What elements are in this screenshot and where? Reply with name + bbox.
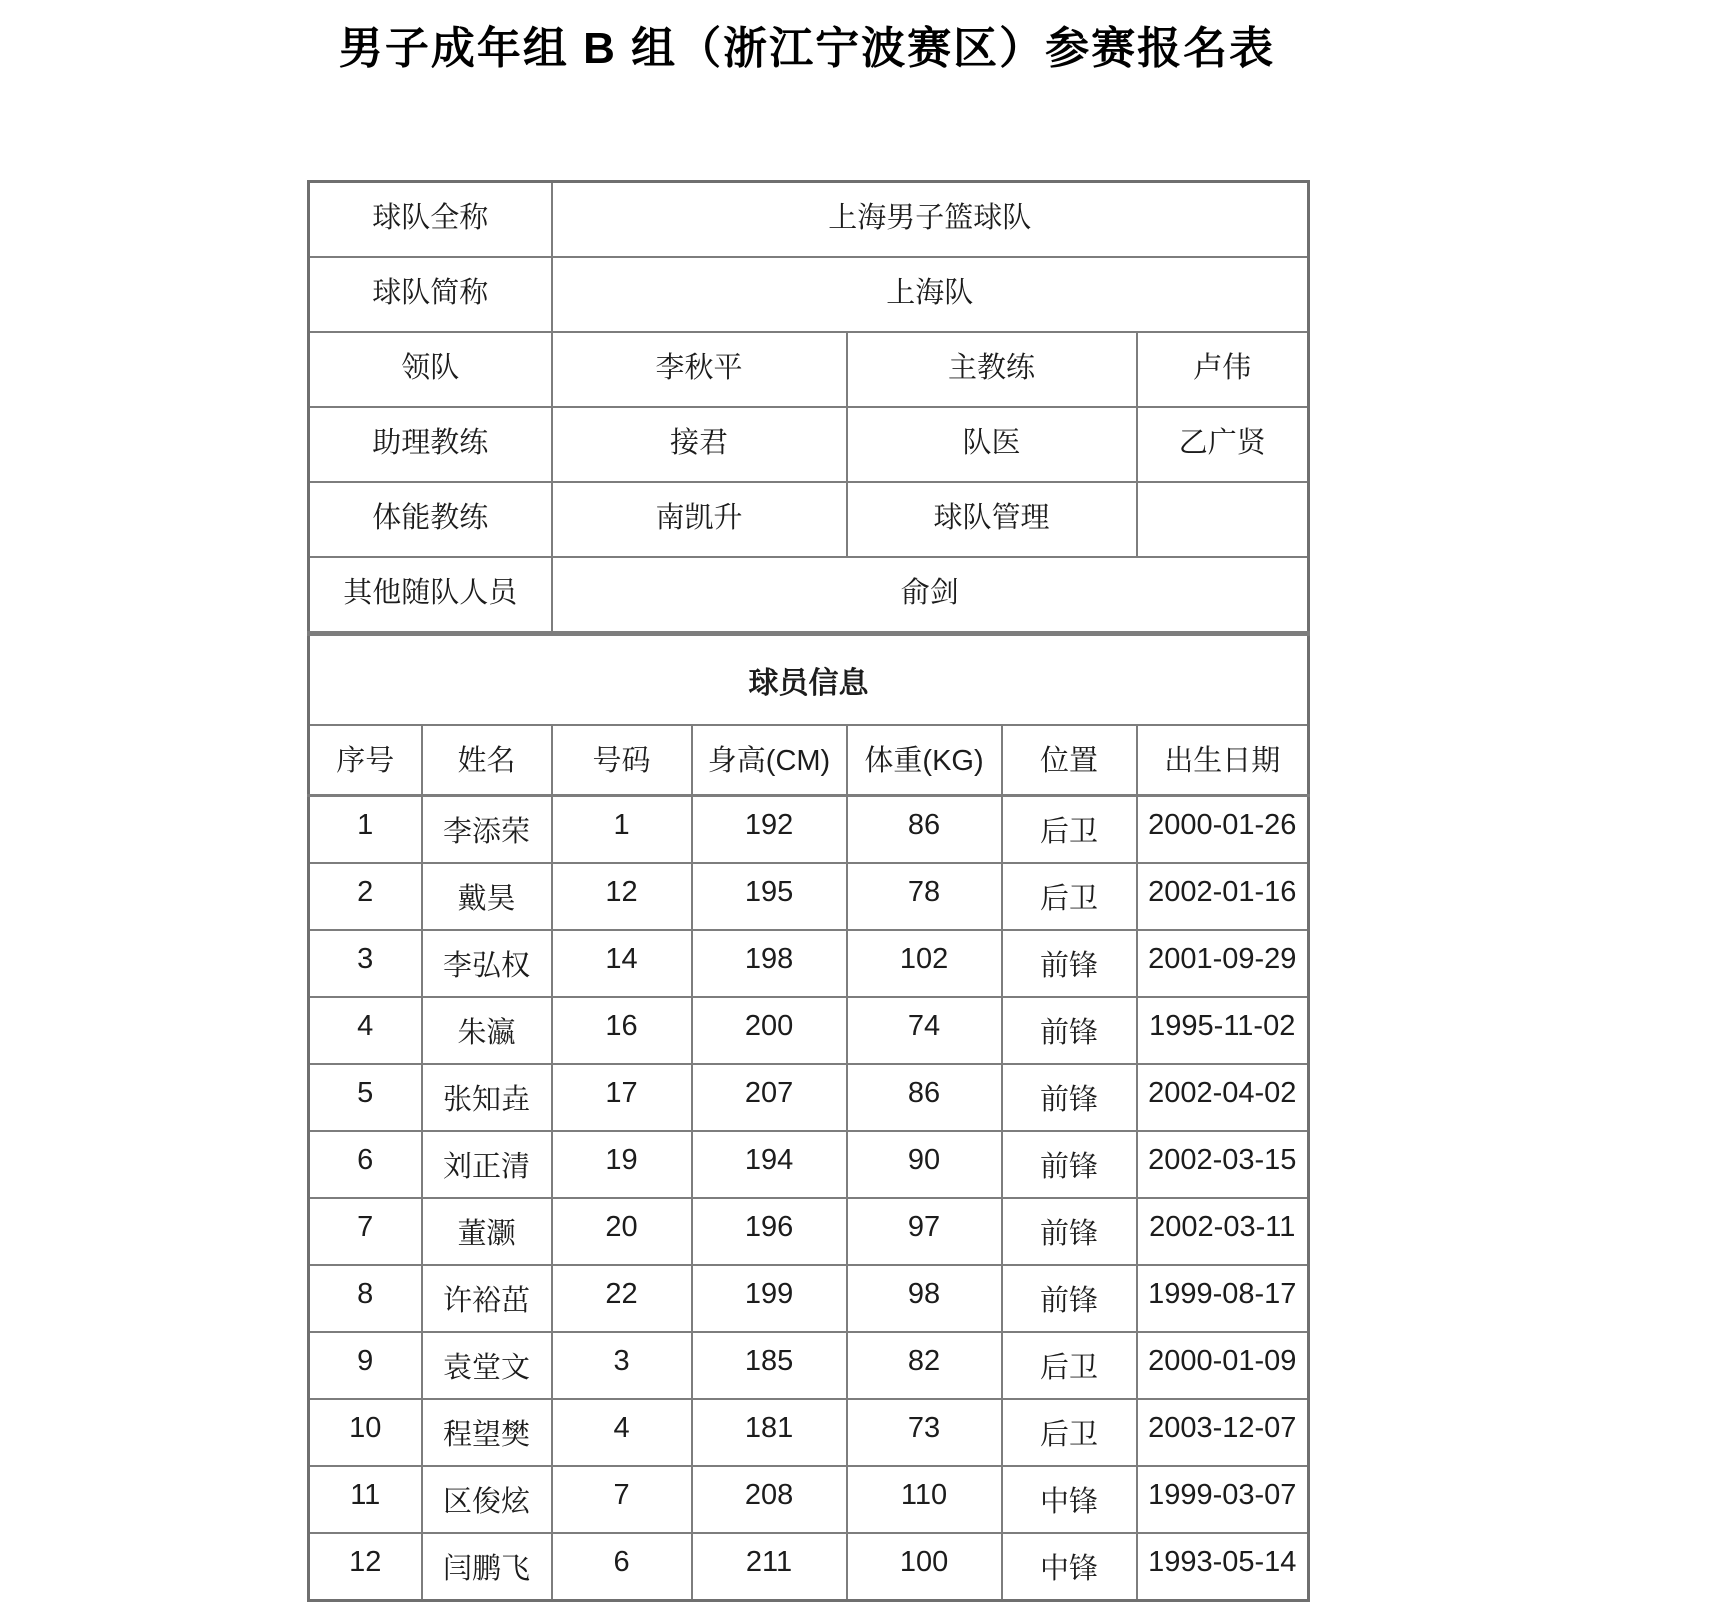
player-cell: 78 [847,863,1002,930]
player-cell: 199 [692,1265,847,1332]
player-cell: 1 [552,796,692,864]
players-body [309,796,1309,1601]
player-cell: 86 [847,1064,1002,1131]
player-cell: 前锋 [1002,1198,1137,1265]
player-cell: 185 [692,1332,847,1399]
player-cell: 2003-12-07 [1137,1399,1309,1466]
player-cell: 16 [552,997,692,1064]
team-short-name-value: 上海队 [552,257,1309,332]
player-cell: 3 [309,930,422,997]
player-cell: 12 [552,863,692,930]
player-cell: 前锋 [1002,930,1137,997]
player-cell: 2 [309,863,422,930]
player-cell: 程望樊 [422,1399,552,1466]
player-row [309,1064,1309,1131]
player-cell: 中锋 [1002,1533,1137,1601]
player-cell: 90 [847,1131,1002,1198]
player-cell: 6 [552,1533,692,1601]
player-cell: 102 [847,930,1002,997]
player-cell: 后卫 [1002,1399,1137,1466]
player-cell: 朱瀛 [422,997,552,1064]
assistant-coach-row [309,407,1309,482]
players-section-title: 球员信息 [309,634,1309,726]
col-header-position: 位置 [1002,725,1137,796]
player-cell: 10 [309,1399,422,1466]
player-row [309,1466,1309,1533]
player-cell: 211 [692,1533,847,1601]
player-row [309,930,1309,997]
player-cell: 86 [847,796,1002,864]
player-cell: 袁堂文 [422,1332,552,1399]
player-cell: 12 [309,1533,422,1601]
player-cell: 192 [692,796,847,864]
player-cell: 17 [552,1064,692,1131]
col-header-index: 序号 [309,725,422,796]
player-row [309,1399,1309,1466]
player-cell: 2000-01-26 [1137,796,1309,864]
player-cell: 张知垚 [422,1064,552,1131]
player-cell: 5 [309,1064,422,1131]
player-cell: 100 [847,1533,1002,1601]
player-cell: 73 [847,1399,1002,1466]
page-title: 男子成年组 B 组（浙江宁波赛区）参赛报名表 [338,24,1276,73]
team-full-name-label: 球队全称 [309,182,552,258]
player-cell: 207 [692,1064,847,1131]
player-cell: 许裕茁 [422,1265,552,1332]
player-cell: 208 [692,1466,847,1533]
staff-label: 其他随队人员 [309,557,552,634]
player-cell: 14 [552,930,692,997]
player-cell: 195 [692,863,847,930]
player-cell: 4 [552,1399,692,1466]
players-column-header-row [309,725,1309,796]
player-row [309,997,1309,1064]
player-cell: 82 [847,1332,1002,1399]
player-cell: 戴昊 [422,863,552,930]
fitness-coach-label: 体能教练 [309,482,552,557]
player-cell: 1999-08-17 [1137,1265,1309,1332]
player-cell: 前锋 [1002,997,1137,1064]
player-row [309,1131,1309,1198]
player-cell: 7 [309,1198,422,1265]
player-cell: 前锋 [1002,1064,1137,1131]
team-leader-value: 李秋平 [552,332,847,407]
team-full-name-row [309,182,1309,258]
player-cell: 198 [692,930,847,997]
team-short-name-label: 球队简称 [309,257,552,332]
player-cell: 7 [552,1466,692,1533]
player-row [309,1198,1309,1265]
staff-row [309,557,1309,634]
col-header-height: 身高(CM) [692,725,847,796]
player-cell: 181 [692,1399,847,1466]
col-header-weight: 体重(KG) [847,725,1002,796]
player-cell: 20 [552,1198,692,1265]
player-cell: 区俊炫 [422,1466,552,1533]
player-cell: 后卫 [1002,1332,1137,1399]
doctor-value: 乙广贤 [1137,407,1309,482]
staff-value: 俞剑 [552,557,1309,634]
player-cell: 1993-05-14 [1137,1533,1309,1601]
player-cell: 200 [692,997,847,1064]
player-cell: 110 [847,1466,1002,1533]
player-cell: 97 [847,1198,1002,1265]
team-full-name-value: 上海男子篮球队 [552,182,1309,258]
team-info-section [309,182,1309,796]
player-row [309,1265,1309,1332]
assistant-coach-label: 助理教练 [309,407,552,482]
player-cell: 74 [847,997,1002,1064]
document-content [307,12,1307,1602]
players-section-header-row [309,634,1309,726]
player-cell: 194 [692,1131,847,1198]
doctor-label: 队医 [847,407,1137,482]
player-cell: 2000-01-09 [1137,1332,1309,1399]
col-header-number: 号码 [552,725,692,796]
player-cell: 2002-04-02 [1137,1064,1309,1131]
fitness-coach-row [309,482,1309,557]
player-cell: 3 [552,1332,692,1399]
player-cell: 1999-03-07 [1137,1466,1309,1533]
player-cell: 闫鹏飞 [422,1533,552,1601]
player-cell: 9 [309,1332,422,1399]
player-row [309,863,1309,930]
player-row [309,1533,1309,1601]
player-cell: 2002-03-15 [1137,1131,1309,1198]
player-cell: 前锋 [1002,1131,1137,1198]
player-cell: 4 [309,997,422,1064]
manager-label: 球队管理 [847,482,1137,557]
player-row [309,796,1309,864]
player-cell: 李弘权 [422,930,552,997]
player-cell: 1995-11-02 [1137,997,1309,1064]
team-short-name-row [309,257,1309,332]
player-cell: 196 [692,1198,847,1265]
player-cell: 19 [552,1131,692,1198]
fitness-coach-value: 南凯升 [552,482,847,557]
player-cell: 2002-01-16 [1137,863,1309,930]
player-cell: 6 [309,1131,422,1198]
player-cell: 董灏 [422,1198,552,1265]
assistant-coach-value: 接君 [552,407,847,482]
player-cell: 2001-09-29 [1137,930,1309,997]
player-cell: 11 [309,1466,422,1533]
player-cell: 后卫 [1002,796,1137,864]
col-header-name: 姓名 [422,725,552,796]
registration-table [307,180,1310,1602]
player-cell: 前锋 [1002,1265,1137,1332]
player-cell: 中锋 [1002,1466,1137,1533]
team-leader-label: 领队 [309,332,552,407]
col-header-birthdate: 出生日期 [1137,725,1309,796]
head-coach-value: 卢伟 [1137,332,1309,407]
player-cell: 2002-03-11 [1137,1198,1309,1265]
player-cell: 8 [309,1265,422,1332]
player-row [309,1332,1309,1399]
player-cell: 后卫 [1002,863,1137,930]
player-cell: 1 [309,796,422,864]
player-cell: 刘正清 [422,1131,552,1198]
team-leader-row [309,332,1309,407]
player-cell: 22 [552,1265,692,1332]
manager-value [1137,482,1309,557]
head-coach-label: 主教练 [847,332,1137,407]
player-cell: 李添荣 [422,796,552,864]
player-cell: 98 [847,1265,1002,1332]
